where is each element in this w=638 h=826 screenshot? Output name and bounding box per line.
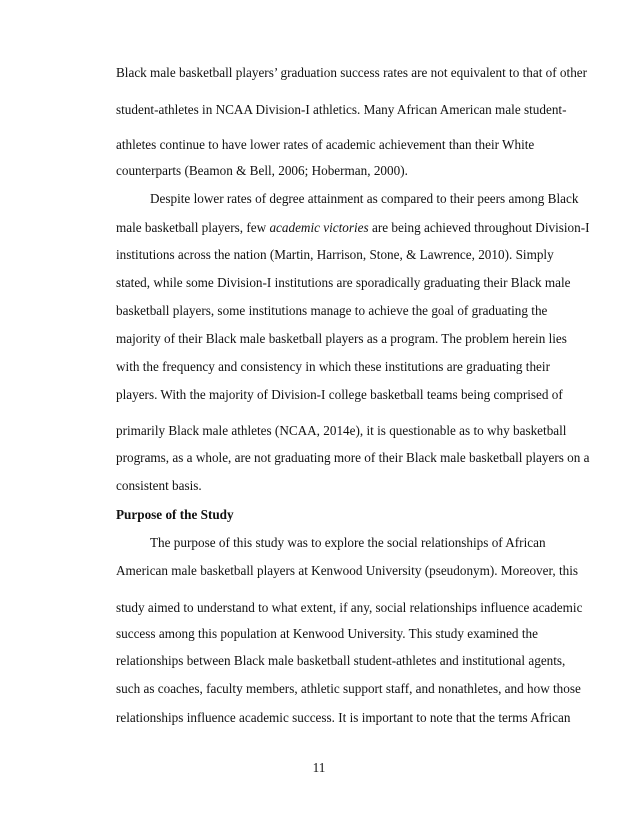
paragraph-1-line-4: counterparts (Beamon & Bell, 2006; Hoberman, 2000). bbox=[116, 163, 408, 178]
paragraph-2-line-2-text-b: are being achieved throughout Division-I bbox=[368, 220, 590, 235]
paragraph-2-line-6: majority of their Black male basketball players as a program. The problem herein lies bbox=[116, 331, 567, 346]
paragraph-1-line-1: Black male basketball players’ graduation success rates are not equivalent to that of other bbox=[116, 65, 588, 80]
page-number: 11 bbox=[312, 760, 326, 775]
paragraph-2-line-4: stated, while some Division-I institutions are sporadically graduating their Black male bbox=[116, 275, 571, 290]
paragraph-2-line-2 bbox=[116, 219, 590, 237]
paragraph-2-line-8: players. With the majority of Division-I college basketball teams being comprised of bbox=[116, 387, 563, 402]
paragraph-2-line-3: institutions across the nation (Martin, Harrison, Stone, & Lawrence, 2010). Simply bbox=[116, 247, 554, 262]
paragraph-3-line-3: study aimed to understand to what extent, if any, social relationships influence academic bbox=[116, 600, 583, 615]
paragraph-3-line-4: success among this population at Kenwood University. This study examined the bbox=[116, 626, 538, 641]
paragraph-2-line-7: with the frequency and consistency in which these institutions are graduating their bbox=[116, 359, 550, 374]
academic-victories-emphasis: academic victories bbox=[269, 220, 369, 235]
paragraph-2-line-9: primarily Black male athletes (NCAA, 2014e), it is questionable as to why basketball bbox=[116, 423, 567, 438]
paragraph-1-line-2: student-athletes in NCAA Division-I athletics. Many African American male student- bbox=[116, 102, 567, 117]
paragraph-3-line-7: relationships influence academic success. It is important to note that the terms African bbox=[116, 710, 571, 725]
paragraph-2-line-5: basketball players, some institutions manage to achieve the goal of graduating the bbox=[116, 303, 548, 318]
paragraph-3-line-2: American male basketball players at Kenwood University (pseudonym). Moreover, this bbox=[116, 563, 579, 578]
paragraph-3-line-1: The purpose of this study was to explore the social relationships of African bbox=[150, 535, 546, 550]
section-heading: Purpose of the Study bbox=[116, 507, 234, 522]
paragraph-1-line-3: athletes continue to have lower rates of academic achievement than their White bbox=[116, 137, 535, 152]
paragraph-2-line-10: programs, as a whole, are not graduating more of their Black male basketball players on a bbox=[116, 450, 590, 465]
paragraph-2-line-2-text-a: male basketball players, few bbox=[116, 220, 270, 235]
paragraph-2-line-1: Despite lower rates of degree attainment as compared to their peers among Black bbox=[150, 191, 579, 206]
paragraph-3-line-5: relationships between Black male basketball student-athletes and institutional agents, bbox=[116, 653, 566, 668]
paragraph-3-line-6: such as coaches, faculty members, athletic support staff, and nonathletes, and how those bbox=[116, 681, 581, 696]
paragraph-2-line-11: consistent basis. bbox=[116, 478, 202, 493]
